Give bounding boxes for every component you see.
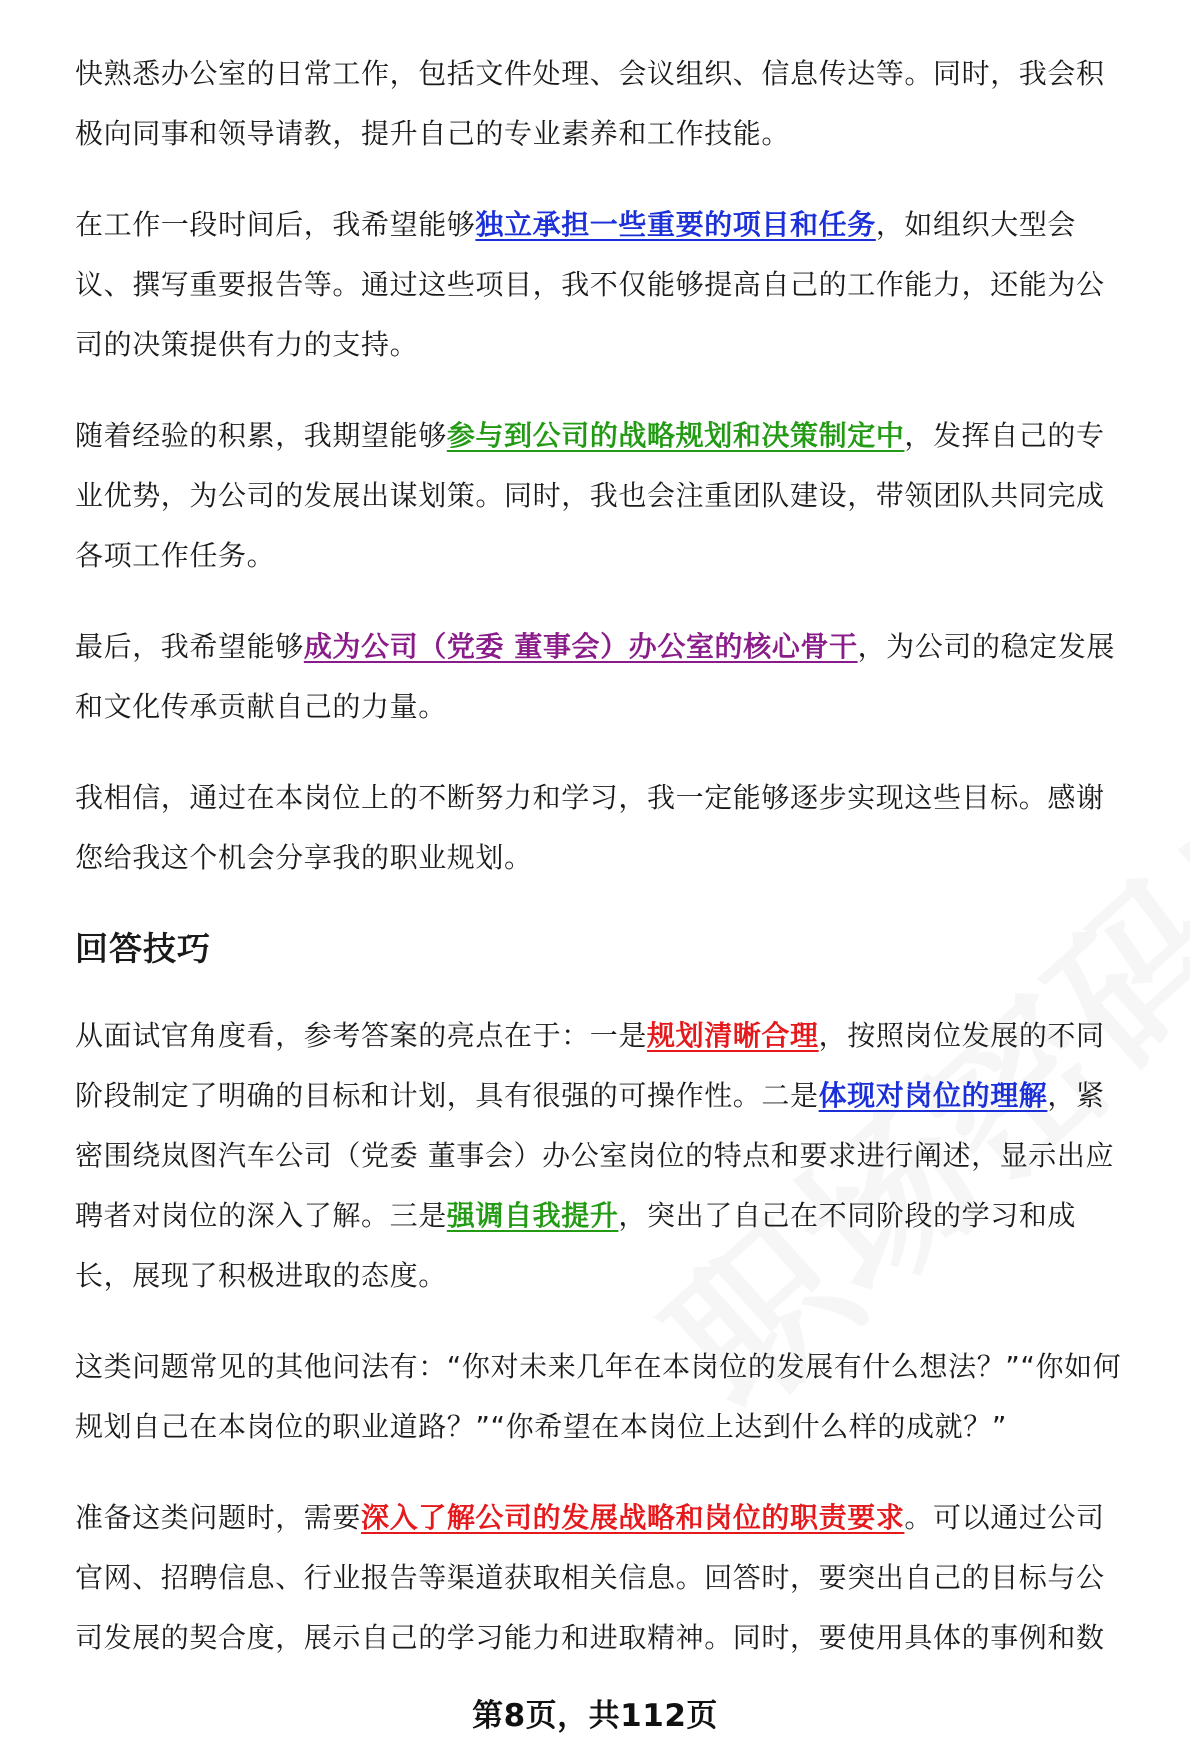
text-line (75, 1608, 1175, 1668)
text-segment: 阶段制定了明确的目标和计划，具有很强的可操作性。二是 (75, 1079, 819, 1112)
highlight-phrase: 参与到公司的战略规划和决策制定中 (446, 419, 905, 452)
highlight-phrase: 成为公司（党委 董事会）办公室的核心骨干 (303, 630, 858, 663)
highlight-phrase: 强调自我提升 (446, 1199, 619, 1232)
section-heading: 回答技巧 (75, 929, 211, 968)
text-segment: 聘者对岗位的深入了解。三是 (75, 1199, 447, 1232)
paragraph (75, 1337, 1175, 1457)
text-segment: 随着经验的积累，我期望能够 (75, 419, 447, 452)
paragraph (75, 195, 1175, 375)
text-segment: 准备这类问题时，需要 (75, 1501, 362, 1534)
text-line (75, 1066, 1175, 1126)
text-segment: ，突出了自己在不同阶段的学习和成 (618, 1199, 1077, 1232)
text-segment: 在工作一段时间后，我希望能够 (75, 208, 476, 241)
text-segment: ，如组织大型会 (875, 208, 1077, 241)
text-line (75, 1126, 1175, 1186)
text-segment: 司的决策提供有力的支持。 (75, 328, 419, 361)
highlight-phrase: 独立承担一些重要的项目和任务 (475, 208, 876, 241)
text-line (75, 315, 1175, 375)
text-line (75, 44, 1175, 104)
document-body (75, 44, 1175, 1699)
highlight-phrase: 深入了解公司的发展战略和岗位的职责要求 (361, 1501, 905, 1534)
text-line (75, 466, 1175, 526)
text-segment: 快熟悉办公室的日常工作，包括文件处理、会议组织、信息传达等。同时，我会积 (75, 57, 1105, 90)
text-line (75, 1337, 1175, 1397)
page-number: 第8页，共112页 (472, 1698, 718, 1734)
text-line (75, 104, 1175, 164)
text-segment: 您给我这个机会分享我的职业规划。 (75, 841, 533, 874)
highlight-phrase: 体现对岗位的理解 (818, 1079, 1048, 1112)
text-segment: ，按照岗位发展的不同 (818, 1019, 1105, 1052)
text-segment: 规划自己在本岗位的职业道路？”“你希望在本岗位上达到什么样的成就？” (75, 1410, 1007, 1443)
paragraph (75, 617, 1175, 737)
text-segment: 各项工作任务。 (75, 539, 276, 572)
text-segment: 长，展现了积极进取的态度。 (75, 1259, 447, 1292)
text-segment: 极向同事和领导请教，提升自己的专业素养和工作技能。 (75, 117, 791, 150)
text-segment: ，为公司的稳定发展 (857, 630, 1115, 663)
tips-section (75, 1006, 1175, 1668)
text-line (75, 255, 1175, 315)
text-segment: ，发挥自己的专 (904, 419, 1105, 452)
paragraph (75, 406, 1175, 586)
text-segment: 官网、招聘信息、行业报告等渠道获取相关信息。回答时，要突出自己的目标与公 (75, 1561, 1105, 1594)
text-segment: 我相信，通过在本岗位上的不断努力和学习，我一定能够逐步实现这些目标。感谢 (75, 781, 1105, 814)
text-segment: 和文化传承贡献自己的力量。 (75, 690, 447, 723)
text-segment: 业优势，为公司的发展出谋划策。同时，我也会注重团队建设，带领团队共同完成 (75, 479, 1105, 512)
paragraph (75, 44, 1175, 164)
text-line (75, 1397, 1175, 1457)
text-segment: 议、撰写重要报告等。通过这些项目，我不仅能够提高自己的工作能力，还能为公 (75, 268, 1105, 301)
text-line (75, 526, 1175, 586)
text-line (75, 768, 1175, 828)
paragraph (75, 1488, 1175, 1668)
text-line (75, 406, 1175, 466)
text-segment: 密围绕岚图汽车公司（党委 董事会）办公室岗位的特点和要求进行阐述，显示出应 (75, 1139, 1115, 1172)
answer-section (75, 44, 1175, 888)
text-line (75, 1246, 1175, 1306)
text-segment: 。可以通过公司 (904, 1501, 1105, 1534)
text-segment: 从面试官角度看，参考答案的亮点在于：一是 (75, 1019, 648, 1052)
text-line (75, 1488, 1175, 1548)
paragraph (75, 1006, 1175, 1306)
text-segment: 司发展的契合度，展示自己的学习能力和进取精神。同时，要使用具体的事例和数 (75, 1621, 1105, 1654)
text-segment: ，紧 (1047, 1079, 1105, 1112)
text-line (75, 677, 1175, 737)
text-line (75, 828, 1175, 888)
text-line (75, 1006, 1175, 1066)
paragraph (75, 768, 1175, 888)
text-line (75, 1186, 1175, 1246)
text-line (75, 1548, 1175, 1608)
highlight-phrase: 规划清晰合理 (647, 1019, 819, 1052)
text-segment: 最后，我希望能够 (75, 630, 304, 663)
text-line (75, 195, 1175, 255)
text-line (75, 617, 1175, 677)
text-segment: 这类问题常见的其他问法有：“你对未来几年在本岗位的发展有什么想法？”“你如何 (75, 1350, 1122, 1383)
